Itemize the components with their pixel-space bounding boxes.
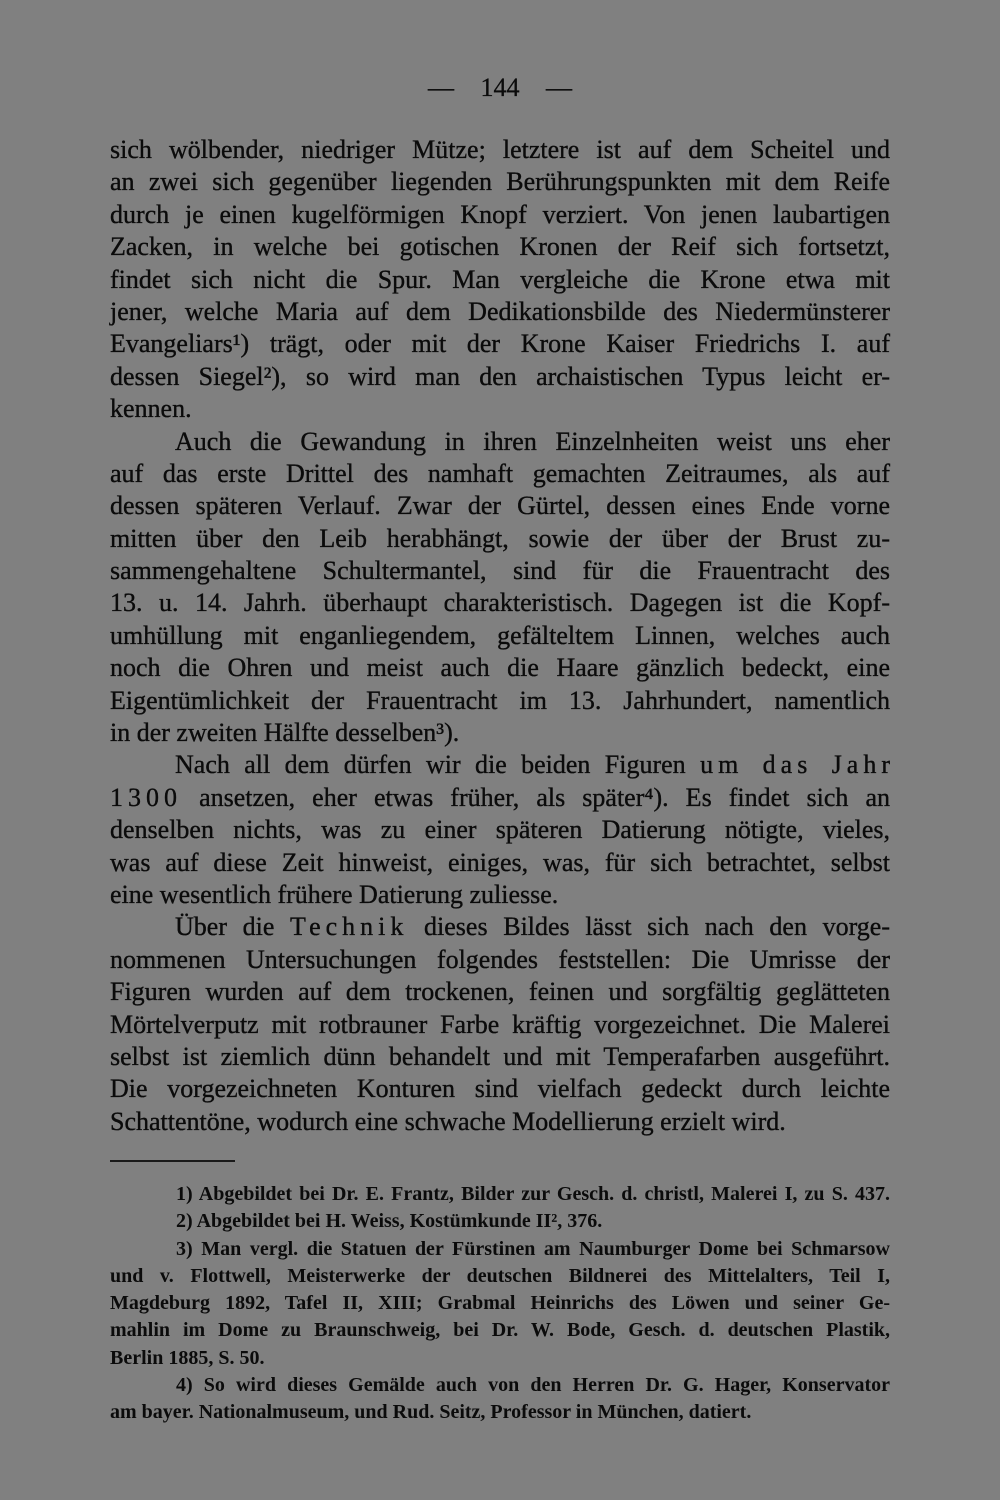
emphasized-text: um das Jahr [700,750,896,780]
emphasized-text: Technik [290,912,409,942]
paragraph [110,749,896,911]
text-line: was auf diese Zeit hinweist, einiges, was, für sich betrachtet, selbst [110,847,890,877]
footnote-line [110,1236,890,1263]
paragraph [110,134,890,426]
text-line: mitten über den Leib herabhängt, sowie der über der Brust zu- [110,523,890,553]
footnote-line: und v. Flottwell, Meisterwerke der deutschen Bildnerei des Mittelalters, Teil I, [110,1264,890,1287]
footnote-line: mahlin im Dome zu Braunschweig, bei Dr. W. Bode, Gesch. d. deutschen Plastik, [110,1319,890,1342]
text-line: sich wölbender, niedriger Mütze; letztere ist auf dem Scheitel und [110,135,890,164]
text-line: Auch die Gewandung in ihren Einzelnheiten weist uns eher [175,426,890,456]
footnote-marker: 3) [176,1237,193,1260]
text-segment: ansetzen, eher etwas früher, als später⁴). Es findet sich an [199,782,891,812]
text-line: Eigentümlichkeit der Frauentracht im 13. Jahrhundert, namentlich [110,685,890,715]
text-line: in der zweiten Hälfte desselben³). [110,718,460,748]
text-line: auf das erste Drittel des namhaft gemachten Zeitraumes, als auf [110,458,890,488]
text-line: an zwei sich gegenüber liegenden Berührungspunkten mit dem Reife [110,167,890,197]
footnote-marker: 4) [176,1373,193,1396]
footnote-line: Berlin 1885, S. 50. [110,1346,265,1369]
footnote-text: Abgebildet bei Dr. E. Frantz, Bilder zur Gesch. d. christl, Malerei I, zu S. 437. [198,1183,890,1205]
text-line: dessen Siegel²), so wird man den archaistischen Typus leicht er- [110,361,890,391]
text-line: selbst ist ziemlich dünn behandelt und mit Temperafarben ausgeführt. [110,1041,890,1071]
paragraph [110,911,890,1138]
text-line: dessen späteren Verlauf. Zwar der Gürtel, dessen eines Ende vorne [110,491,890,521]
footnote-line: am bayer. Nationalmuseum, und Rud. Seitz, Professor in München, datiert. [110,1401,752,1423]
text-segment: Nach all dem dürfen wir die beiden Figuren [175,750,686,780]
page-number: — 144 — [428,73,572,102]
text-line [110,911,890,943]
footnote-divider [110,1160,235,1162]
text-line [110,782,890,814]
text-line: jener, welche Maria auf dem Dedikationsbilde des Niedermünsterer [110,296,890,326]
text-line: findet sich nicht die Spur. Man vergleiche die Krone etwa mit [110,264,890,294]
text-segment: Über die [175,912,275,942]
footnote-marker: 2) [176,1210,193,1233]
body-text [110,134,896,1138]
footnote-text: So wird dieses Gemälde auch von den Herren Dr. G. Hager, Konservator [203,1373,890,1396]
text-line: denselben nichts, was zu einer späteren Datierung nötigte, vieles, [110,815,890,845]
text-line: sammengehaltene Schultermantel, sind für die Frauentracht des [110,556,890,586]
text-line: Mörtelverputz mit rotbrauner Farbe kräftig vorgezeichnet. Die Malerei [110,1009,890,1039]
footnotes [110,1181,890,1426]
footnote-line: Magdeburg 1892, Tafel II, XIII; Grabmal Heinrichs des Löwen und seiner Ge- [110,1292,890,1314]
text-line [110,749,896,781]
footnote-line [110,1372,890,1399]
text-line: nommenen Untersuchungen folgendes feststellen: Die Umrisse der [110,944,890,974]
text-line: Figuren wurden auf dem trockenen, feinen und sorgfältig geglätteten [110,977,890,1007]
text-line: Schattentöne, wodurch eine schwache Modellierung erzielt wird. [110,1106,786,1136]
text-segment: dieses Bildes lässt sich nach den vorge- [424,912,890,942]
footnote [110,1208,890,1235]
footnote [110,1236,890,1372]
footnote-text: Man vergl. die Statuen der Fürstinen am Naumburger Dome bei Schmarsow [201,1237,891,1260]
emphasized-text: 1300 [110,782,182,812]
footnote [110,1181,890,1208]
text-line: umhüllung mit enganliegendem, gefälteltem Linnen, welches auch [110,620,890,650]
text-line: kennen. [110,394,192,424]
text-line: Zacken, in welche bei gotischen Kronen der Reif sich fortsetzt, [110,232,890,262]
footnote-text: Abgebildet bei H. Weiss, Kostümkunde II², 376. [196,1210,603,1233]
footnote [110,1372,890,1427]
text-line: eine wesentlich frühere Datierung zuliesse. [110,879,559,909]
text-line: durch je einen kugelförmigen Knopf verziert. Von jenen laubartigen [110,199,890,229]
text-line: Evangeliars¹) trägt, oder mit der Krone Kaiser Friedrichs I. auf [110,329,890,359]
paragraph [110,426,890,750]
text-line: noch die Ohren und meist auch die Haare gänzlich bedeckt, eine [110,653,890,683]
footnote-line [110,1181,890,1208]
text-line: Die vorgezeichneten Konturen sind vielfach gedeckt durch leichte [110,1074,890,1104]
text-line: 13. u. 14. Jahrh. überhaupt charakteristisch. Dagegen ist die Kopf- [110,588,890,618]
footnote-line [110,1208,890,1235]
footnote-marker: 1) [176,1183,193,1205]
